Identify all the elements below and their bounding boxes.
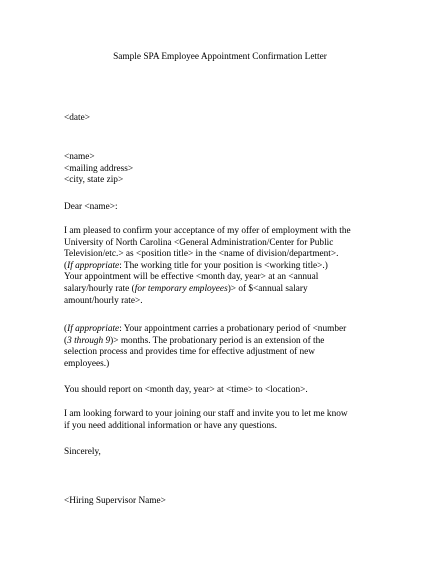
date-line: <date>: [64, 113, 90, 123]
paragraph-report: You should report on <month day, year> at <time> to <location>.: [64, 385, 308, 395]
paragraph-offer: I am pleased to confirm your acceptance of my offer of employment with the University of North Carolina <General Administration/Center for Public Television/etc.> as <position title> in the <name of division/department>. (If appropriate: The working title for your position is <working title>.) Your appointment will be effective <month day, year> at an <annual salary/hourly rate (for temporary employees)> of $<annual salary amount/hourly rate>.: [64, 226, 351, 306]
address-city: <city, state zip>: [64, 175, 124, 186]
salutation: Dear <name>:: [64, 202, 118, 212]
paragraph-probation: (If appropriate: Your appointment carries a probationary period of <number (3 through 9)> months. The probationary period is an extension of the selection process and provides time for effective adjustment of new employees.): [64, 324, 347, 369]
signature: <Hiring Supervisor Name>: [64, 496, 166, 506]
address-name: <name>: [64, 152, 95, 162]
address-mailing: <mailing address>: [64, 163, 134, 174]
paragraph-closing-remarks: I am looking forward to your joining our staff and invite you to let me know if you need additional information or have any questions.: [64, 409, 348, 431]
letter-title: Sample SPA Employee Appointment Confirmation Letter: [113, 52, 327, 62]
closing: Sincerely,: [64, 447, 101, 457]
recipient-address: [64, 152, 404, 187]
